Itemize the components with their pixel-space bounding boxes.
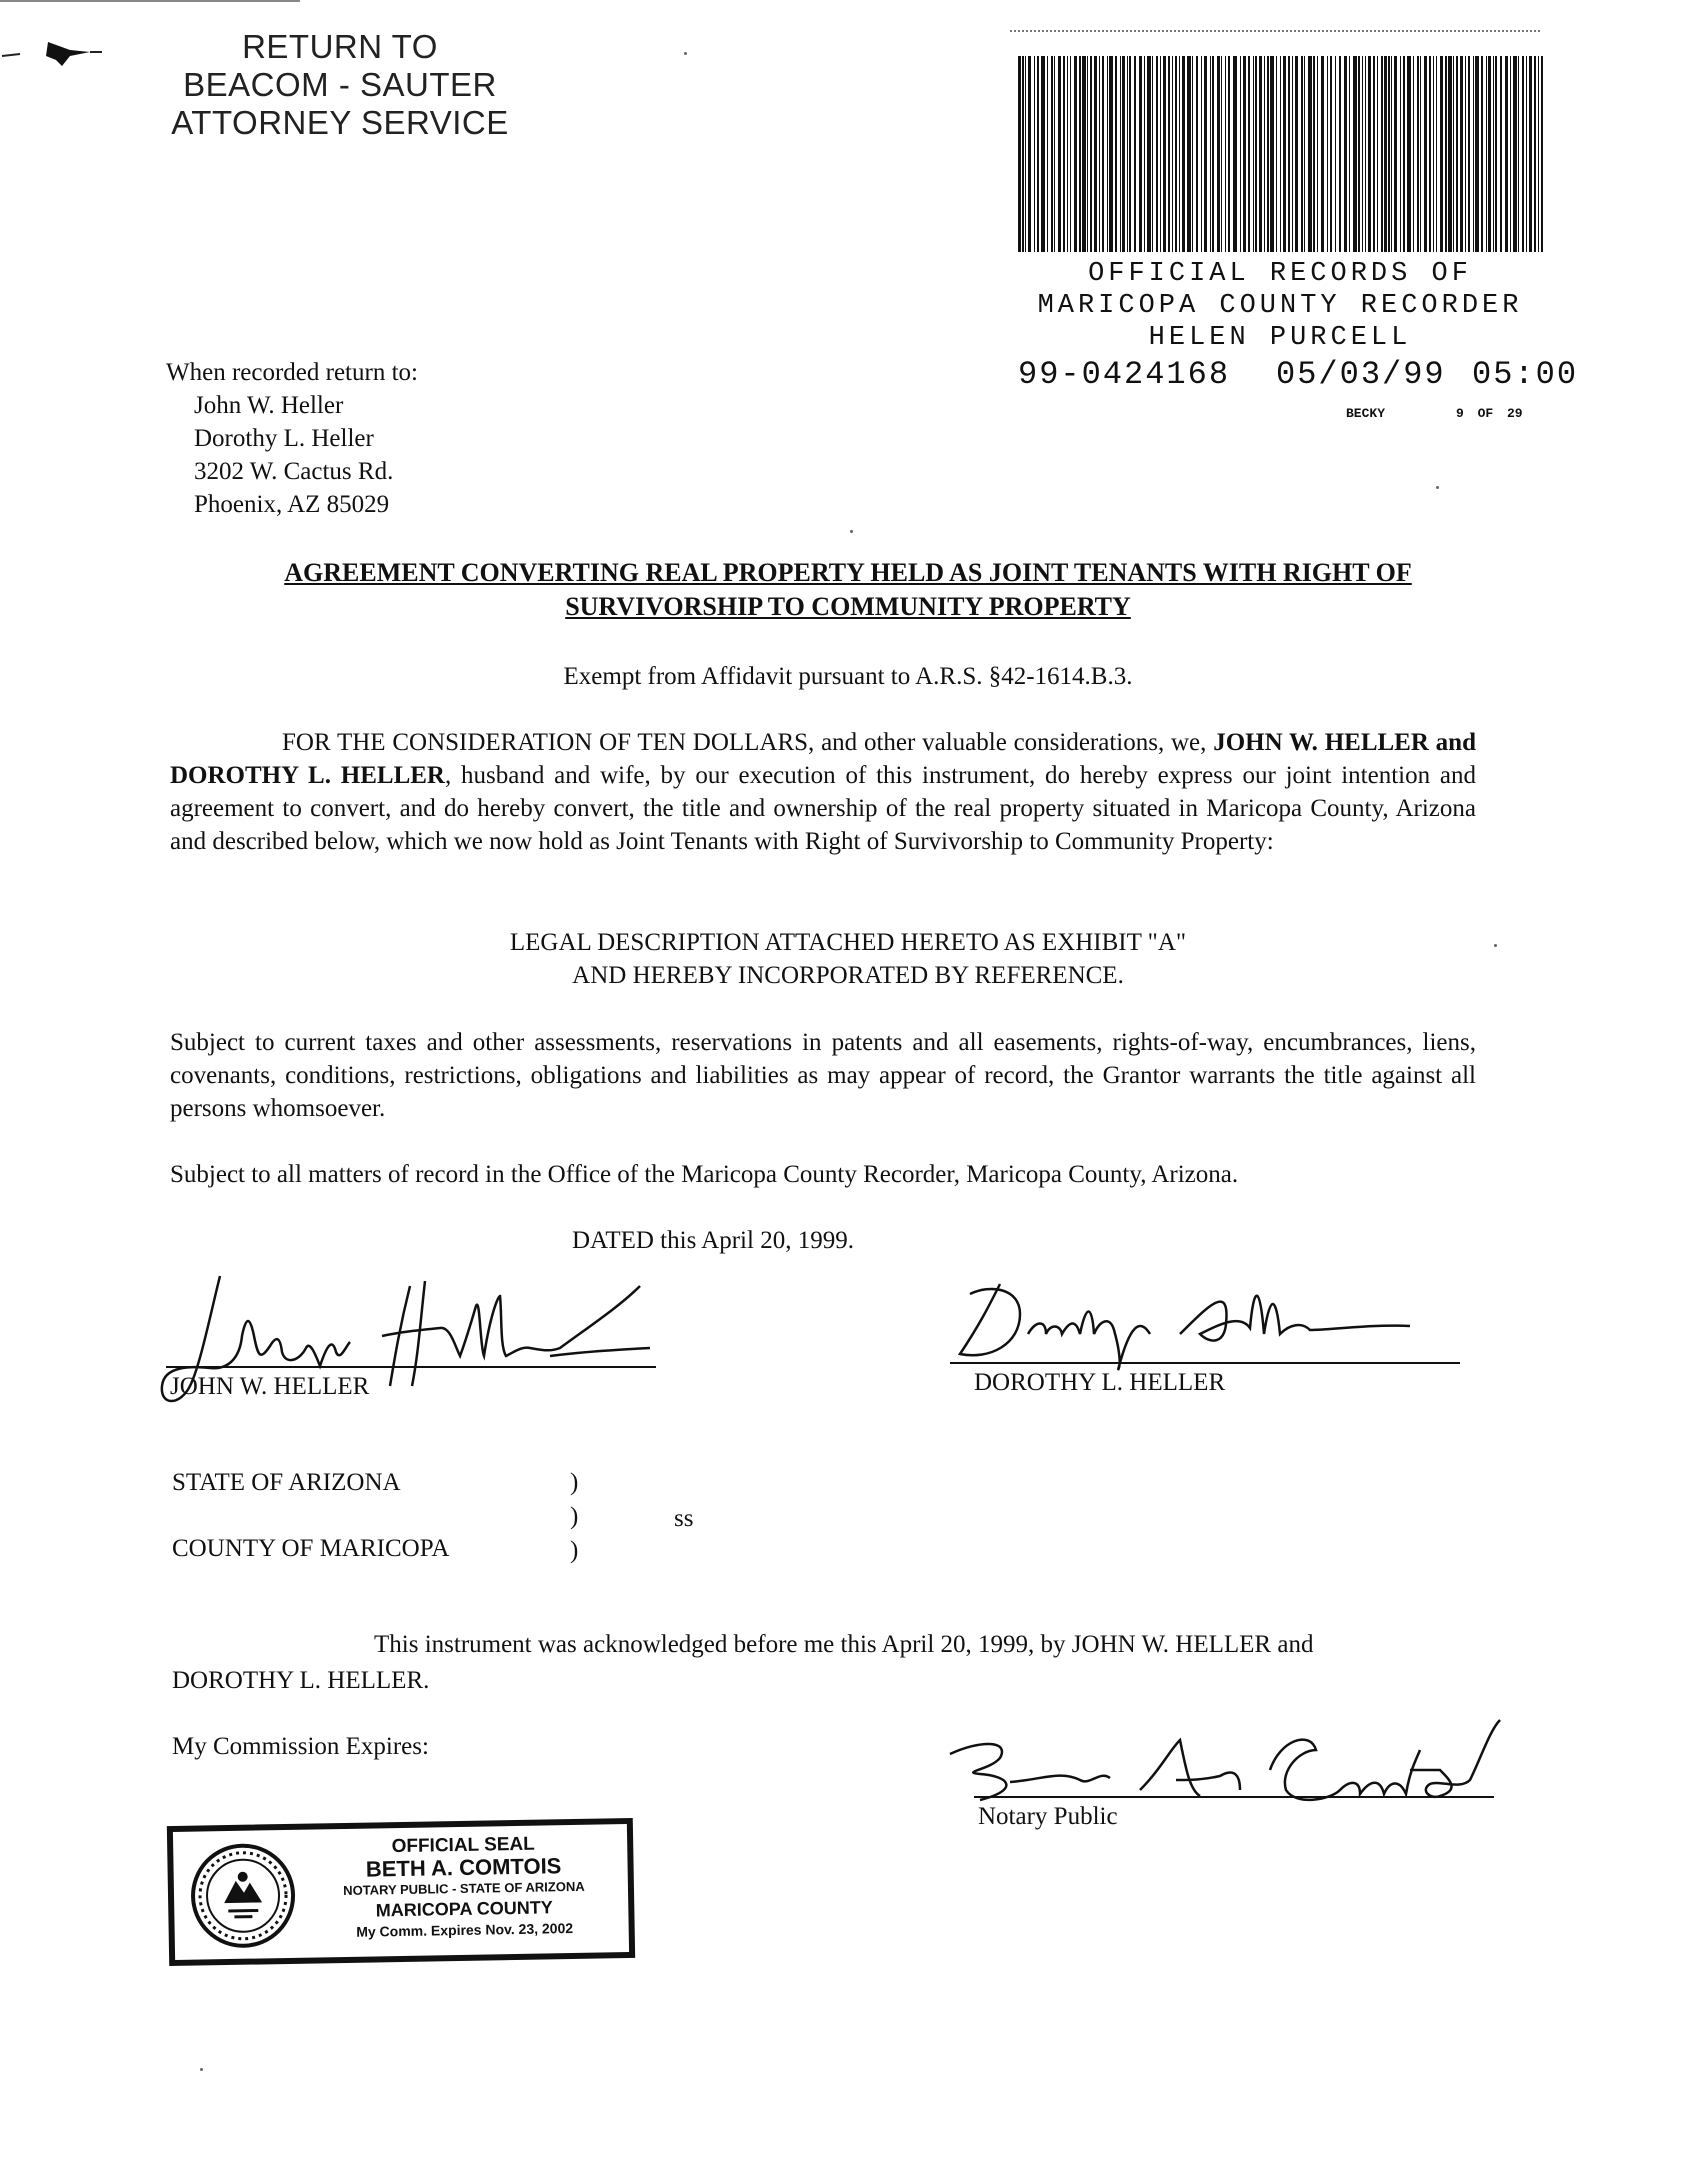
legal-line2: AND HEREBY INCORPORATED BY REFERENCE. [572, 962, 1124, 989]
return-address-line: Phoenix, AZ 85029 [194, 491, 390, 518]
barcode-bar [1407, 56, 1411, 252]
barcode-bar [1276, 56, 1277, 252]
barcode-bar [1182, 56, 1185, 252]
venue-paren: ) [570, 1503, 579, 1530]
barcode-bar [1233, 56, 1237, 252]
barcode-bar [1270, 56, 1274, 252]
barcode-bar [1172, 56, 1173, 252]
barcode-bar [1538, 56, 1539, 252]
barcode-bar [1058, 56, 1061, 252]
barcode-bar [1028, 56, 1031, 252]
barcode-bar [1456, 56, 1458, 252]
barcode-bar [1139, 56, 1142, 252]
barcode-bar [1522, 56, 1524, 252]
recorder-page: 9 OF 29 [1456, 406, 1523, 421]
barcode-bar [1365, 56, 1366, 252]
dorothy-signature-line [950, 1362, 1460, 1364]
seal-line4: MARICOPA COUNTY [375, 1897, 553, 1921]
barcode-bar [1384, 56, 1387, 252]
barcode-bar [1090, 56, 1092, 252]
barcode-bar [1144, 56, 1145, 252]
recorder-line2: MARICOPA COUNTY RECORDER [1037, 291, 1523, 321]
barcode-bar [1417, 56, 1419, 252]
barcode-bar [1495, 56, 1497, 252]
grantor-names: JOHN W. HELLER and DOROTHY L. HELLER [170, 729, 1476, 789]
barcode-bar [1534, 56, 1536, 252]
barcode-bar [1204, 56, 1207, 252]
barcode-bar [1087, 56, 1088, 252]
dorothy-signer-name: DOROTHY L. HELLER [974, 1369, 1226, 1396]
barcode-bar [1041, 56, 1045, 252]
arizona-state-seal-icon [187, 1840, 299, 1952]
barcode-bar [1228, 56, 1230, 252]
barcode-bar [1500, 56, 1502, 252]
scan-speck [200, 2068, 203, 2071]
barcode-bar [1301, 56, 1303, 252]
barcode-bar [1255, 56, 1257, 252]
scan-top-line [0, 0, 300, 2]
barcode-bar [1362, 56, 1363, 252]
barcode-bar [1488, 56, 1491, 252]
barcode-bar [1448, 56, 1452, 252]
barcode-bar [1493, 56, 1494, 252]
barcode-bar [1120, 56, 1121, 252]
john-signature-line [166, 1366, 656, 1368]
barcode-bar [1304, 56, 1305, 252]
legal-line1: LEGAL DESCRIPTION ATTACHED HERETO AS EXHIBIT "A" [509, 929, 1187, 956]
barcode-bar [1034, 56, 1035, 252]
commission-label: My Commission Expires: [172, 1733, 429, 1760]
venue-paren: ) [570, 1537, 579, 1564]
return-stamp-line3: ATTORNEY SERVICE [171, 104, 509, 141]
return-address [166, 356, 418, 521]
barcode-bar [1129, 56, 1131, 252]
acknowledgment-line1: This instrument was acknowledged before me this April 20, 1999, by JOHN W. HELLER and [374, 1631, 1314, 1658]
barcode-bar [1094, 56, 1097, 252]
barcode-bar [1047, 56, 1048, 252]
barcode-bar [1391, 56, 1392, 252]
barcode-bar [1388, 56, 1390, 252]
barcode-bar [1147, 56, 1151, 252]
exempt-statement: Exempt from Affidavit pursuant to A.R.S. §42-1614.B.3. [563, 663, 1133, 690]
recorder-clerk: BECKY [1346, 406, 1386, 421]
barcode-bar [1248, 56, 1250, 252]
seal-line1: OFFICIAL SEAL [391, 1833, 535, 1858]
barcode-bar [1217, 56, 1220, 252]
return-address-line: Dorothy L. Heller [194, 425, 374, 452]
barcode-bar [1037, 56, 1039, 252]
return-stamp-line2: BEACOM - SAUTER [183, 66, 497, 103]
barcode-bar [1267, 56, 1269, 252]
barcode-bar [1505, 56, 1508, 252]
barcode-bar [1259, 56, 1262, 252]
barcode-bar [1308, 56, 1312, 252]
barcode-bar [1253, 56, 1254, 252]
consideration-part2: , husband and wife, by our execution of this instrument, do hereby express our joint intention and agreement to convert, and do hereby convert, the title and ownership of the real property situated in Maricopa County, Arizona and described below, which we now hold as Joint Tenants with Right of Survivorship to Community Property: [170, 762, 1476, 855]
barcode-bar [1400, 56, 1401, 252]
barcode-bar [1339, 56, 1341, 252]
return-stamp [160, 28, 520, 142]
barcode [1018, 56, 1548, 252]
dorothy-heller-signature [950, 1264, 1420, 1374]
barcode-bar [1201, 56, 1202, 252]
barcode-bar [1394, 56, 1397, 252]
venue-state: STATE OF ARIZONA [172, 1469, 401, 1496]
barcode-bar [1529, 56, 1532, 252]
title-line2: SURVIVORSHIP TO COMMUNITY PROPERTY [565, 592, 1131, 621]
barcode-bar [1074, 56, 1077, 252]
barcode-bar [1295, 56, 1298, 252]
barcode-bar [1465, 56, 1466, 252]
barcode-bar [1420, 56, 1421, 252]
barcode-bar [1107, 56, 1108, 252]
barcode-bar [1163, 56, 1166, 252]
return-address-line: 3202 W. Cactus Rd. [194, 458, 394, 485]
subject-paragraph-1: Subject to current taxes and other assessments, reservations in patents and all easements, rights-of-way, encumbrances, liens, covenants, conditions, restrictions, obligations and liabilities as may appear of record, the Grantor warrants the title against all persons whomsoever. [170, 1029, 1476, 1122]
barcode-bar [1513, 56, 1517, 252]
barcode-bar [1327, 56, 1328, 252]
barcode-bar [1225, 56, 1226, 252]
acknowledgment-line2: DOROTHY L. HELLER. [172, 1667, 430, 1694]
barcode-bar [1196, 56, 1198, 252]
barcode-bar [1127, 56, 1128, 252]
barcode-bar [1018, 56, 1021, 252]
john-signer-name: JOHN W. HELLER [170, 1373, 370, 1400]
barcode-bar [1436, 56, 1437, 252]
seal-line3: NOTARY PUBLIC - STATE OF ARIZONA [343, 1878, 585, 1899]
legal-description [100, 926, 1596, 992]
scan-speck [684, 52, 687, 55]
barcode-bar [1156, 56, 1158, 252]
document-title [100, 556, 1596, 624]
barcode-bar [1353, 56, 1357, 252]
top-dotted-line [1010, 30, 1540, 32]
consideration-part1: FOR THE CONSIDERATION OF TEN DOLLARS, and other valuable considerations, we, [282, 729, 1214, 756]
barcode-bar [1288, 56, 1290, 252]
barcode-bar [1440, 56, 1443, 252]
barcode-bar [1063, 56, 1065, 252]
barcode-bar [1344, 56, 1347, 252]
scan-speck [1436, 486, 1439, 489]
barcode-bar [1424, 56, 1427, 252]
barcode-bar [1051, 56, 1053, 252]
barcode-bar [1321, 56, 1324, 252]
barcode-bar [1079, 56, 1081, 252]
consideration-paragraph [170, 726, 1476, 858]
title-line1: AGREEMENT CONVERTING REAL PROPERTY HELD AS JOINT TENANTS WITH RIGHT OF [284, 558, 1412, 587]
barcode-bar [1264, 56, 1265, 252]
recorder-doc-number: 99-0424168 [1018, 356, 1231, 393]
barcode-bar [1102, 56, 1104, 252]
return-address-label: When recorded return to: [166, 359, 418, 386]
barcode-bar [1468, 56, 1470, 252]
barcode-bar [1175, 56, 1177, 252]
venue-paren: ) [570, 1469, 579, 1496]
barcode-bar [1160, 56, 1161, 252]
barcode-bar [1313, 56, 1315, 252]
barcode-bar [1210, 56, 1211, 252]
barcode-bar [1070, 56, 1071, 252]
barcode-bar [1368, 56, 1371, 252]
barcode-bar [1212, 56, 1214, 252]
barcode-bar [1330, 56, 1332, 252]
barcode-bar [1453, 56, 1454, 252]
barcode-bar [1481, 56, 1483, 252]
return-address-line: John W. Heller [194, 392, 344, 419]
barcode-bar [1518, 56, 1519, 252]
barcode-bar [1335, 56, 1336, 252]
barcode-bar [1280, 56, 1281, 252]
barcode-bar [1192, 56, 1193, 252]
barcode-bar [1292, 56, 1293, 252]
seal-text [313, 1832, 615, 1942]
subject-paragraph-2: Subject to all matters of record in the Office of the Maricopa County Recorder, Maricopa County, Arizona. [170, 1161, 1239, 1188]
notary-seal [167, 1818, 635, 1966]
arrow-mark-icon [0, 30, 110, 74]
barcode-bar [1283, 56, 1286, 252]
notary-signature-line [974, 1796, 1494, 1798]
barcode-bar [1475, 56, 1479, 252]
barcode-bar [1510, 56, 1511, 252]
barcode-bar [1025, 56, 1026, 252]
barcode-bar [1358, 56, 1360, 252]
barcode-bar [1473, 56, 1474, 252]
barcode-bar [1122, 56, 1125, 252]
barcode-bar [1381, 56, 1383, 252]
dated-line: DATED this April 20, 1999. [572, 1227, 854, 1254]
recorder-time: 05:00 [1472, 356, 1579, 393]
barcode-bar [1115, 56, 1117, 252]
barcode-bar [1168, 56, 1170, 252]
barcode-bar [1429, 56, 1431, 252]
seal-line2: BETH A. COMTOIS [365, 1853, 562, 1882]
recorder-line1: OFFICIAL RECORDS OF [1088, 259, 1472, 289]
barcode-bar [1373, 56, 1375, 252]
notary-label: Notary Public [978, 1803, 1118, 1830]
barcode-bar [1460, 56, 1463, 252]
barcode-bar [1240, 56, 1241, 252]
barcode-bar [1099, 56, 1100, 252]
barcode-bar [1134, 56, 1136, 252]
barcode-bar [1349, 56, 1350, 252]
barcode-bar [1377, 56, 1378, 252]
barcode-bar [1082, 56, 1086, 252]
barcode-bar [1413, 56, 1414, 252]
recorder-line3: HELEN PURCELL [1148, 323, 1412, 353]
barcode-bar [1541, 56, 1543, 252]
barcode-bar [1486, 56, 1487, 252]
barcode-bar [1179, 56, 1180, 252]
barcode-bar [1403, 56, 1405, 252]
barcode-bar [1317, 56, 1318, 252]
barcode-bar [1067, 56, 1068, 252]
barcode-bar [1243, 56, 1246, 252]
barcode-bar [1187, 56, 1191, 252]
recorder-header [1010, 258, 1550, 354]
barcode-bar [1152, 56, 1153, 252]
barcode-bar [1433, 56, 1434, 252]
venue-county: COUNTY OF MARICOPA [172, 1535, 450, 1562]
scan-speck [850, 530, 853, 533]
recorder-date: 05/03/99 [1276, 356, 1446, 393]
barcode-bar [1109, 56, 1113, 252]
barcode-bar [1221, 56, 1222, 252]
barcode-bar [1445, 56, 1447, 252]
seal-line5: My Comm. Expires Nov. 23, 2002 [356, 1920, 574, 1940]
barcode-bar [1054, 56, 1055, 252]
barcode-bar [1022, 56, 1024, 252]
barcode-bar [1526, 56, 1527, 252]
return-stamp-line1: RETURN TO [242, 28, 438, 65]
venue-ss: ss [674, 1505, 694, 1532]
